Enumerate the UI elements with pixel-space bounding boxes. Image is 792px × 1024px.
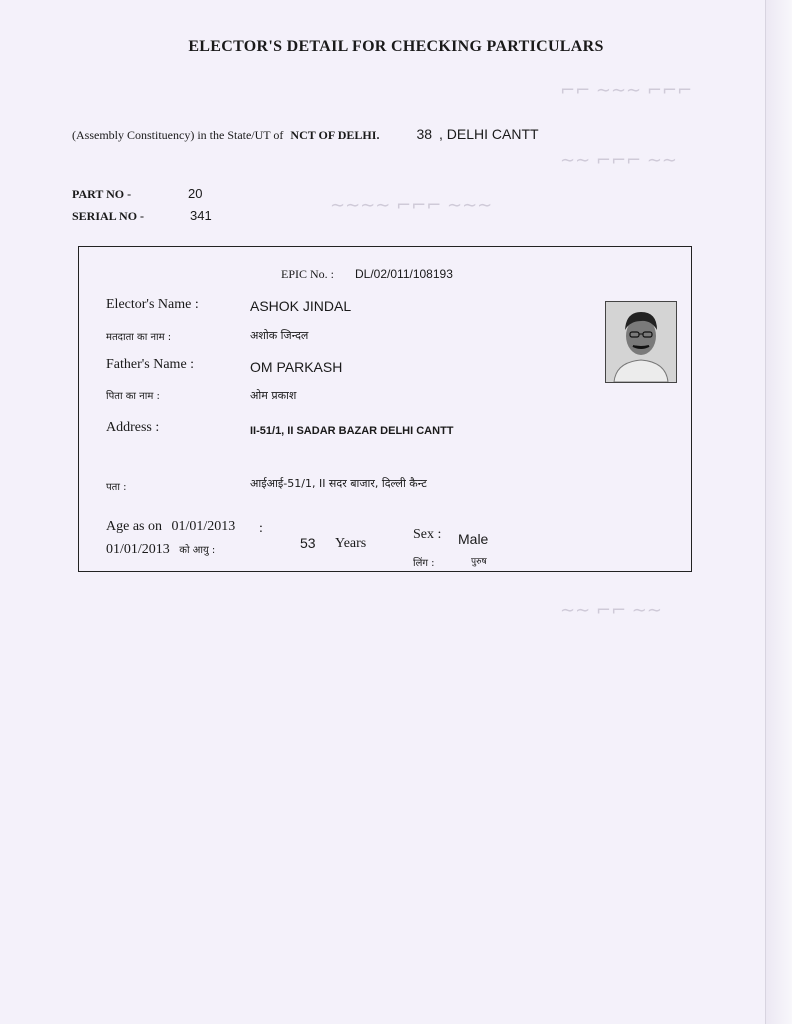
age-as-on-date: 01/01/2013 [171, 519, 236, 534]
elector-name-label: Elector's Name : [106, 297, 199, 312]
age-colon: : [259, 521, 263, 536]
sex-label-hindi: लिंग : [413, 558, 435, 569]
state-name: NCT OF DELHI. [290, 128, 380, 142]
bleed-through-marks: ∼∼ ⌐⌐ ∼∼ [560, 600, 662, 621]
document-title: ELECTOR'S DETAIL FOR CHECKING PARTICULARS [188, 38, 604, 55]
age-label-text: Age as on [106, 519, 162, 534]
constituency-name: , DELHI CANTT [439, 126, 539, 142]
address-label-hindi: पता : [106, 482, 127, 493]
constituency-line [72, 126, 539, 143]
epic-value: DL/02/011/108193 [355, 267, 453, 281]
bleed-through-marks: ⌐⌐ ∼∼∼ ⌐⌐⌐ [560, 80, 693, 101]
constituency-prefix: (Assembly Constituency) in the State/UT of [72, 128, 284, 142]
age-date-line2: 01/01/2013 [106, 542, 170, 557]
age-label [106, 519, 235, 535]
elector-name-value-hindi: अशोक जिन्दल [250, 329, 309, 342]
sex-label: Sex : [413, 527, 442, 542]
father-name-label: Father's Name : [106, 357, 195, 372]
elector-card [78, 246, 692, 572]
page-edge [765, 0, 792, 1024]
age-label-hindi: को आयु : [179, 545, 216, 556]
bleed-through-marks: ∼∼∼∼ ⌐⌐⌐ ∼∼∼ [330, 195, 493, 216]
person-photo-icon [606, 302, 676, 382]
elector-photo [605, 301, 677, 383]
part-no-value: 20 [188, 186, 203, 201]
sex-value: Male [458, 531, 489, 547]
father-name-value-hindi: ओम प्रकाश [250, 389, 297, 402]
father-name-value: OM PARKASH [250, 359, 343, 375]
sex-value-hindi: पुरुष [471, 557, 487, 567]
serial-no-label: SERIAL NO - [72, 209, 145, 223]
age-unit: Years [335, 536, 367, 551]
age-label-hindi-line [106, 542, 215, 558]
serial-no-value: 341 [190, 208, 212, 223]
age-value: 53 [300, 535, 316, 551]
part-no-label: PART NO - [72, 187, 132, 201]
constituency-number: 38 [416, 126, 433, 142]
address-value-hindi: आईआई-51/1, II सदर बाजार, दिल्ली कैन्ट [250, 477, 427, 490]
elector-name-label-hindi: मतदाता का नाम : [106, 332, 172, 343]
elector-name-value: ASHOK JINDAL [250, 298, 352, 314]
address-value: II-51/1, II SADAR BAZAR DELHI CANTT [250, 425, 454, 437]
father-name-label-hindi: पिता का नाम : [106, 391, 160, 402]
address-label: Address : [106, 420, 160, 435]
bleed-through-marks: ∼∼ ⌐⌐⌐ ∼∼ [560, 150, 678, 171]
epic-label: EPIC No. : [281, 267, 335, 281]
